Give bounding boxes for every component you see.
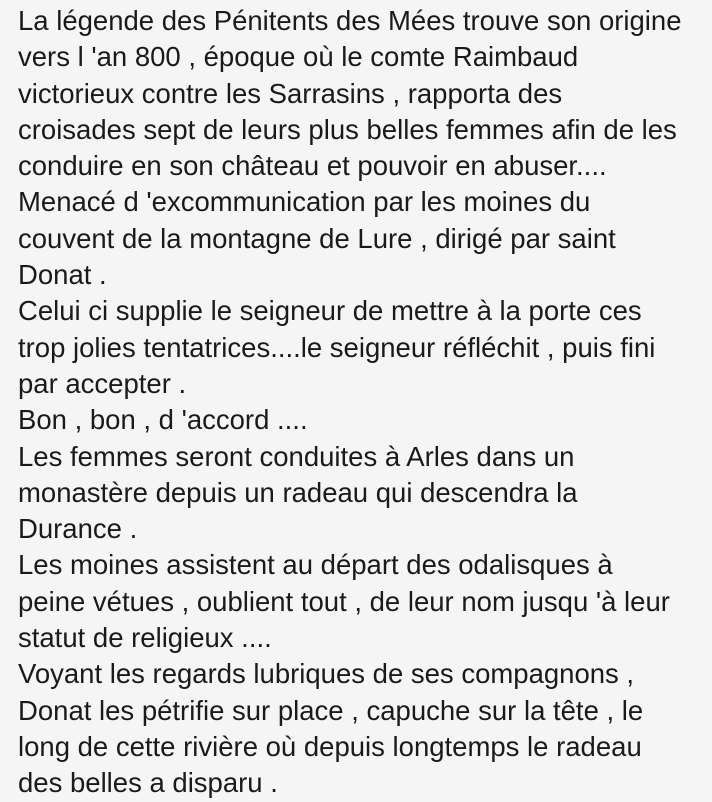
text-line: des belles a disparu . — [18, 767, 278, 799]
text-line: monastère depuis un radeau qui descendra la — [18, 476, 578, 508]
text-line: statut de religieux .... — [18, 622, 272, 654]
text-line: croisades sept de leurs plus belles femmes afin de les — [18, 113, 677, 145]
text-line: Les femmes seront conduites à Arles dans un — [18, 440, 575, 472]
text-line: Celui ci supplie le seigneur de mettre à la porte ces — [18, 295, 642, 327]
text-line: Durance . — [18, 513, 138, 545]
text-line: La légende des Pénitents des Mées trouve son origine — [18, 5, 682, 36]
text-line: vers l 'an 800 , époque où le comte Raimbaud — [18, 41, 579, 73]
text-line: par accepter . — [18, 367, 187, 399]
text-line: Menacé d 'excommunication par les moines du — [18, 186, 591, 218]
text-line: Voyant les regards lubriques de ses compagnons , — [18, 658, 635, 690]
text-line: Bon , bon , d 'accord .... — [18, 404, 308, 436]
post-text — [18, 3, 708, 802]
text-line: trop jolies tentatrices....le seigneur réfléchit , puis fini — [18, 331, 656, 363]
text-line: Les moines assistent au départ des odalisques à — [18, 549, 613, 581]
text-line: conduire en son château et pouvoir en abuser.... — [18, 150, 607, 182]
text-line: Donat . — [18, 259, 107, 291]
text-line: couvent de la montagne de Lure , dirigé par saint — [18, 222, 616, 254]
text-line: victorieux contre les Sarrasins , rapporta des — [18, 77, 563, 109]
text-line: long de cette rivière où depuis longtemps le radeau — [18, 730, 642, 762]
text-line: peine vétues , oublient tout , de leur nom jusqu 'à leur — [18, 585, 670, 617]
text-line: Donat les pétrifie sur place , capuche sur la tête , le — [18, 694, 644, 726]
